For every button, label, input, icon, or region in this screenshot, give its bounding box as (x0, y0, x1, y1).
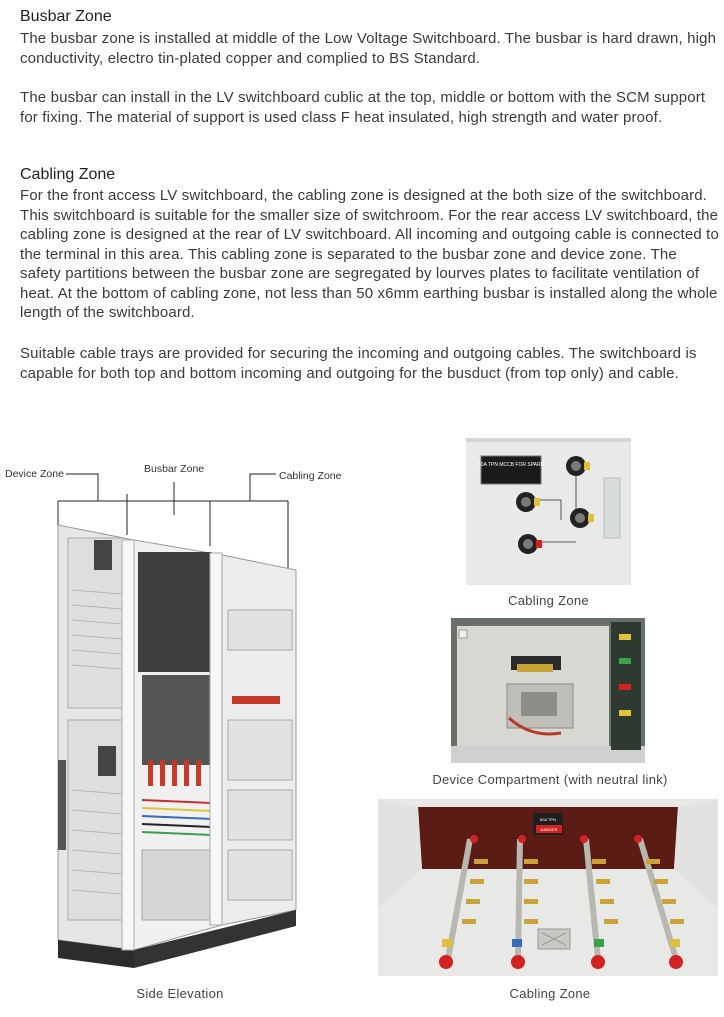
device-compartment-caption: Device Compartment (with neutral link) (432, 772, 668, 787)
cabling-zone-busbar-photo (378, 799, 718, 976)
busbar-zone-paragraph-1: The busbar zone is installed at middle of the Low Voltage Switchboard. The busbar is hard drawn, high conductivity, electro tin-plated copper and complied to BS Standard. (20, 30, 717, 67)
device-zone-label: Device Zone (5, 468, 64, 480)
device-compartment-photo (451, 618, 645, 763)
switchboard-cabinet (58, 525, 296, 968)
side-elevation-caption: Side Elevation (136, 986, 224, 1001)
busbar-zone-paragraph-2: The busbar can install in the LV switchboard cublic at the top, middle or bottom with the SCM support for fixing. The material of support is used class F heat insulated, high strength and water proof. (20, 89, 706, 126)
svg-text:80A TPN: 80A TPN (540, 817, 556, 822)
mccb-plate-label: 80A TPN MCCB FOR SPARE (478, 462, 544, 468)
cabling-zone-heading: Cabling Zone (20, 166, 116, 183)
cabling-zone-label: Cabling Zone (279, 470, 342, 482)
cabling-zone-top-caption: Cabling Zone (508, 593, 589, 608)
cabling-zone-paragraph-1: For the front access LV switchboard, the cabling zone is designed at the both size of the switchboard. This switchboard is suitable for the smaller size of switchroom. For the rear access LV switchboard, the cabling zone is designed at the rear of LV switchboard. All incoming and outgoing cable is connected to the terminal in this area. This cabling zone is separated to the busbar zone and device zone. The safety partitions between the busbar zone are segregated by lourves plates to facilitate ventilation of heat. At the bottom of cabling zone, not less than 50 x6mm earthing busbar is installed along the whole length of the switchboard. (20, 187, 719, 321)
neutral-link-busbar (511, 656, 561, 672)
terminal-block-column (611, 622, 641, 750)
danger-label: DANGER (540, 827, 558, 832)
busbar-zone-label: Busbar Zone (144, 463, 205, 475)
busbar-zone-heading: Busbar Zone (20, 8, 112, 25)
switchboard-side-elevation-drawing (0, 470, 360, 980)
cabling-zone-bottom-caption: Cabling Zone (509, 986, 591, 1001)
cabling-zone-paragraph-2: Suitable cable trays are provided for securing the incoming and outgoing cables. The switchboard is capable for both top and bottom incoming and outgoing for the busduct (from top only) and cable. (20, 345, 697, 382)
cabling-zone-mccb-photo (466, 438, 631, 585)
